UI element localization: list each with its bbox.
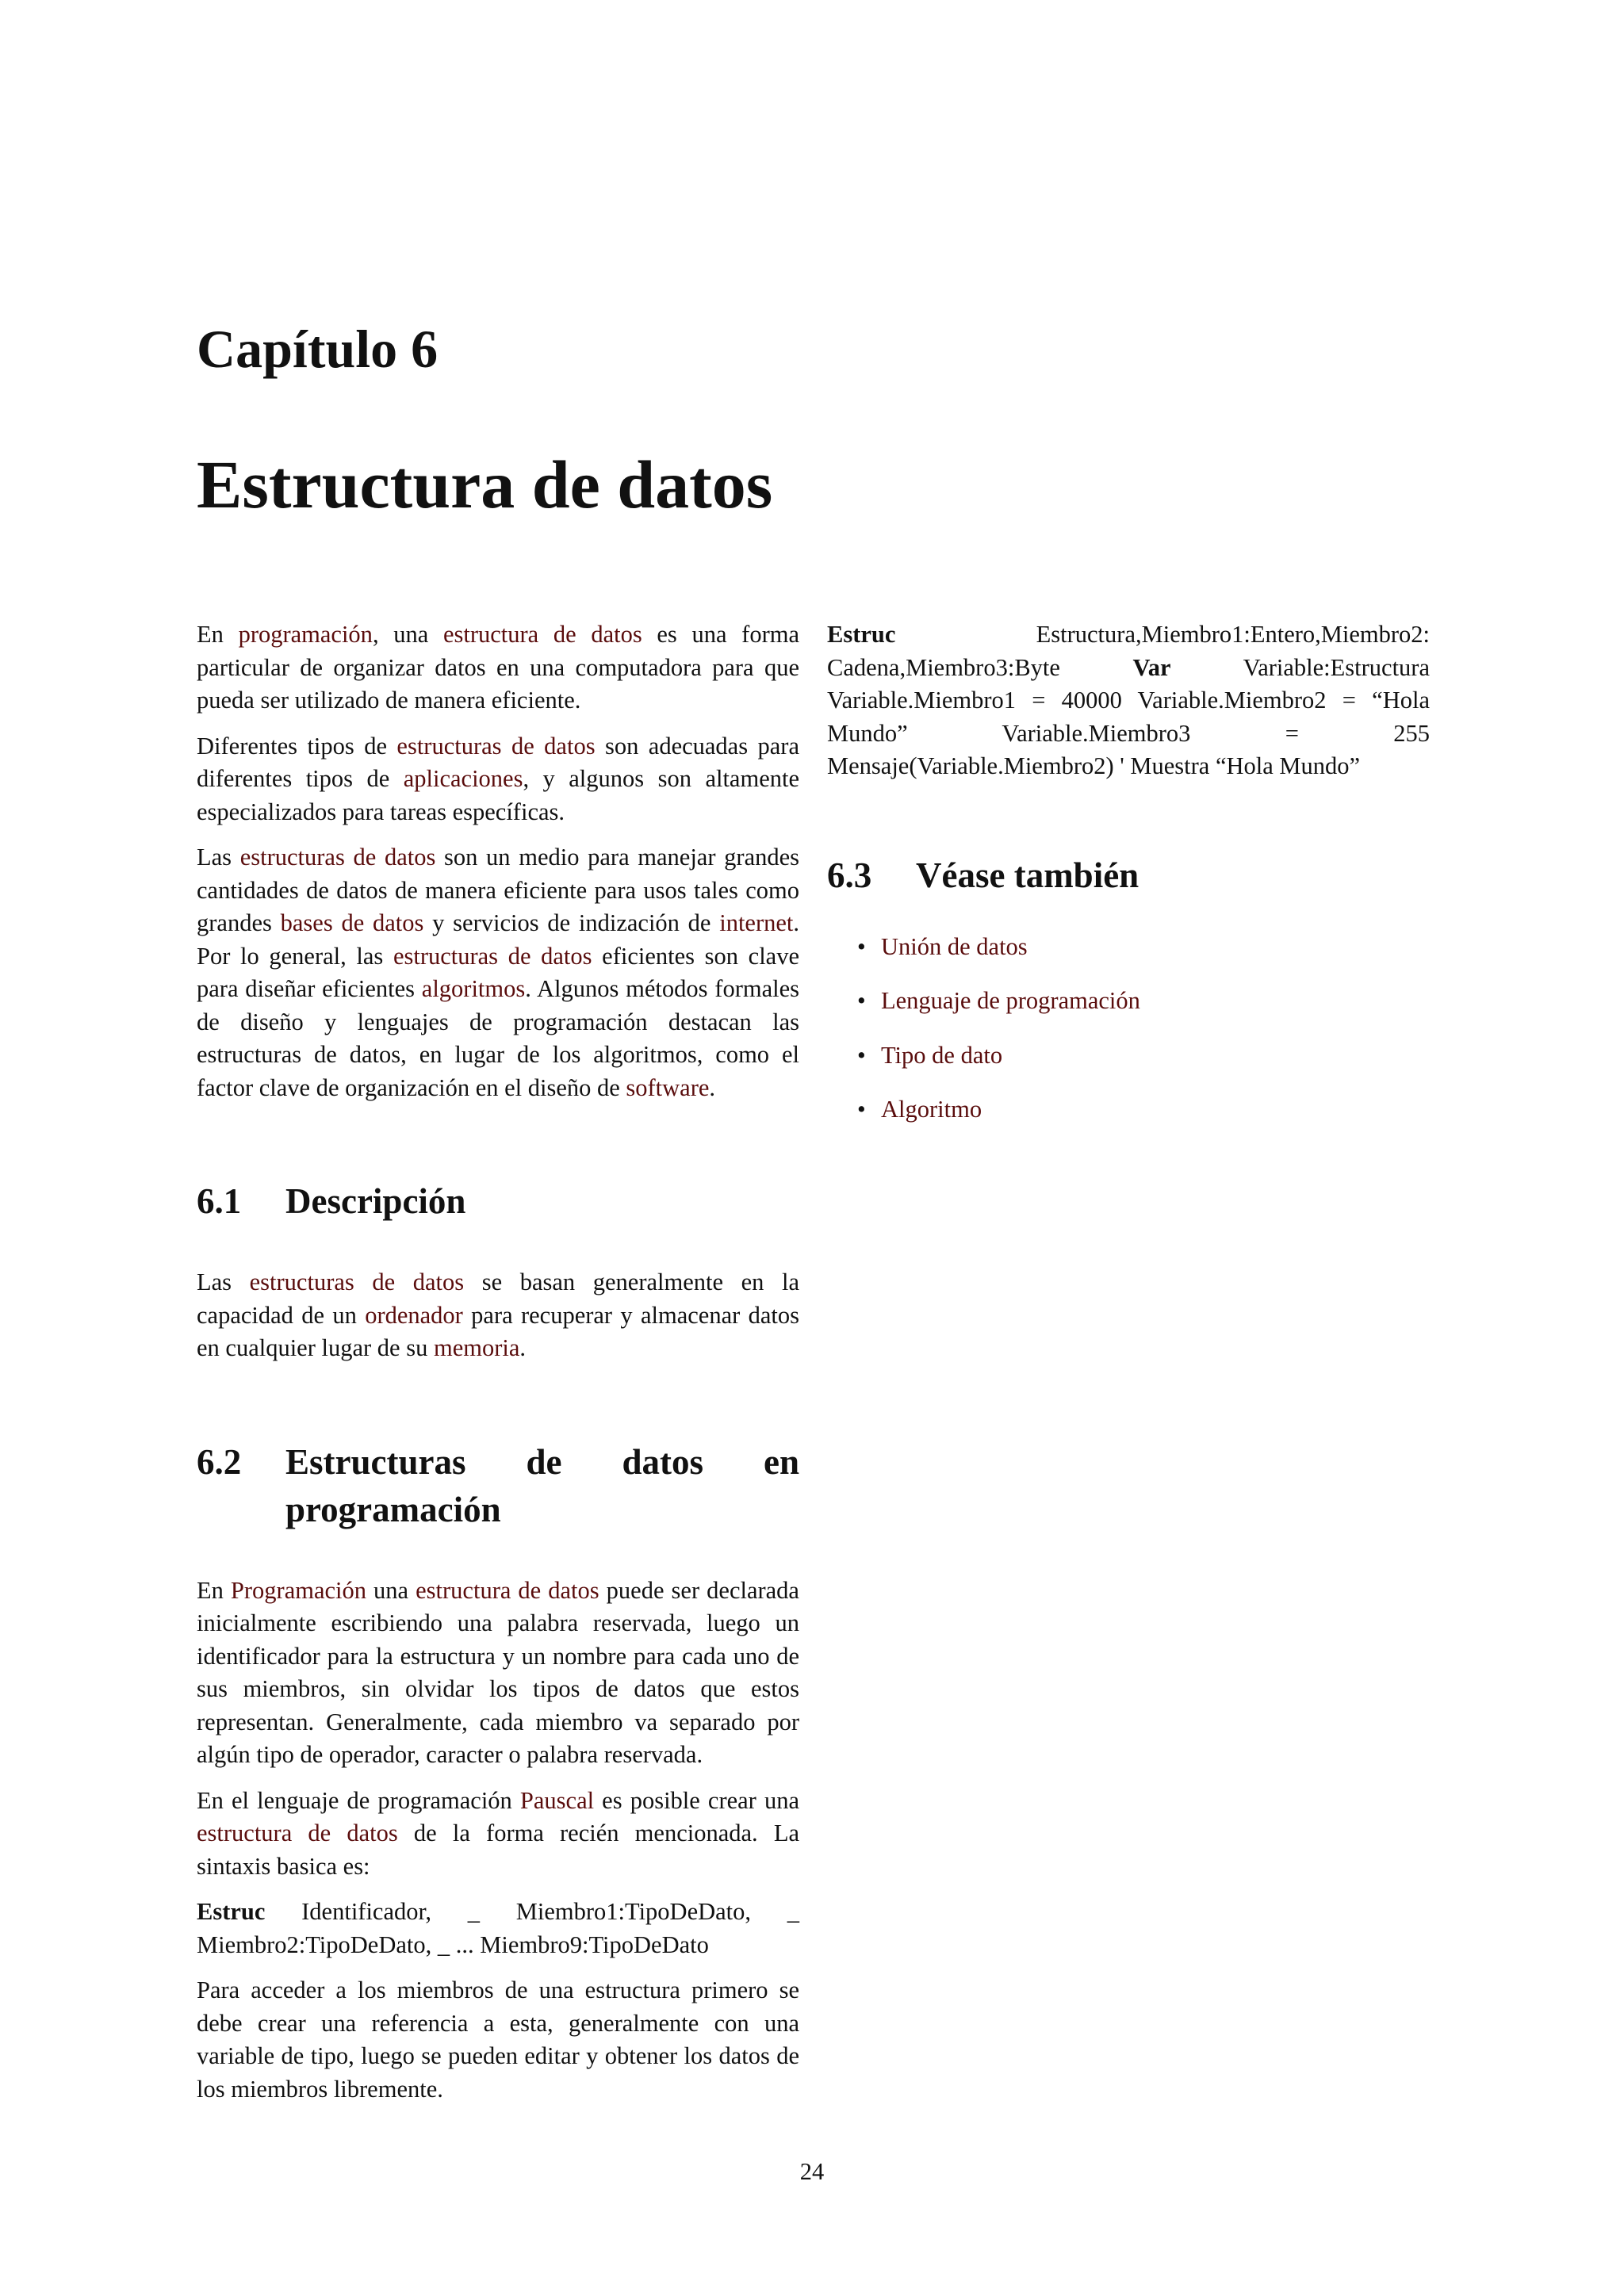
inline-link[interactable]: Programación xyxy=(230,1576,367,1604)
inline-link[interactable]: aplicaciones xyxy=(403,765,523,792)
programming-paragraph-3: Para acceder a los miembros de una estructura primero se debe crear una referencia a esta, generalmente con una variable de tipo, luego se pueden editar y obtener los datos de los miembros libremente. xyxy=(197,1976,799,2103)
see-also-link[interactable]: Unión de datos xyxy=(881,932,1028,960)
inline-link[interactable]: estructura de datos xyxy=(416,1576,599,1604)
inline-link[interactable]: estructuras de datos xyxy=(239,844,436,871)
inline-link[interactable]: internet xyxy=(719,909,794,936)
chapter-label: Capítulo 6 xyxy=(197,319,439,379)
section-heading-6-1 xyxy=(197,1177,799,1225)
right-column xyxy=(827,618,1430,1148)
keyword: Estruc xyxy=(197,1898,266,1925)
inline-link[interactable]: estructuras de datos xyxy=(393,942,592,970)
chapter-title: Estructura de datos xyxy=(197,446,773,522)
see-also-link[interactable]: Tipo de dato xyxy=(881,1041,1003,1069)
programming-paragraph-1: En Programación una estructura de datos puede ser declarada inicialmente escribiendo una palabra reservada, luego un identificador para la estructura y un nombre para cada uno de sus miembros, sin olvidar los tipos de datos que estos representan. Generalmente, cada miembro va separado por algún tipo de operador, caracter o palabra reservada. xyxy=(197,1576,799,1768)
section-number: 6.2 xyxy=(197,1441,242,1482)
section-title: Descripción xyxy=(285,1181,466,1221)
description-paragraph: Las estructuras de datos se basan generalmente en la capacidad de un ordenador para recuperar y almacenar datos en cualquier lugar de su memoria. xyxy=(197,1269,799,1361)
see-also-link[interactable]: Lenguaje de programación xyxy=(881,987,1140,1014)
bullet-icon: • xyxy=(857,1041,866,1069)
inline-link[interactable]: algoritmos xyxy=(421,975,526,1002)
see-also-item xyxy=(827,1039,1430,1073)
intro-paragraph-3: Las estructuras de datos son un medio para manejar grandes cantidades de datos de manera eficiente para usos tales como grandes bases de datos y servicios de indización de internet. Por lo general, las estructuras de datos eficientes son clave para diseñar eficientes algoritmos. Algunos métodos formales de diseño y lenguajes de programación destacan las estructuras de datos, en lugar de los algoritmos, como el factor clave de organización en el diseño de software. xyxy=(197,844,800,1101)
bullet-icon: • xyxy=(857,987,866,1014)
syntax-line: Estruc Identificador, _ Miembro1:TipoDeDato, _ Miembro2:TipoDeDato, _ ... Miembro9:TipoDeDato xyxy=(197,1898,799,1958)
left-column xyxy=(197,618,799,2118)
inline-link[interactable]: software xyxy=(626,1073,710,1101)
bullet-icon: • xyxy=(857,932,866,960)
section-title: Véase también xyxy=(916,855,1139,895)
inline-link[interactable]: programación xyxy=(238,621,373,648)
section-heading-6-3 xyxy=(827,851,1430,899)
intro-paragraph-1: En programación, una estructura de datos es una forma particular de organizar datos en una computadora para que pueda ser utilizado de manera eficiente. xyxy=(197,621,799,714)
see-also-item xyxy=(827,931,1430,964)
see-also-link[interactable]: Algoritmo xyxy=(881,1096,982,1123)
example-code: Estruc Estructura,Miembro1:Entero,Miembro2: Cadena,Miembro3:Byte Var Variable:Estructura Variable.Miembro1 = 40000 Variable.Miembro2 = “Hola Mundo” Variable.Miembro3 = 255 Mensaje(Variable.Miembro2) ' Muestra “Hola Mundo” xyxy=(827,621,1430,779)
section-heading-6-2 xyxy=(197,1438,799,1533)
inline-link[interactable]: estructuras de datos xyxy=(396,732,596,760)
keyword: Var xyxy=(1132,653,1171,681)
inline-link[interactable]: Pauscal xyxy=(519,1786,595,1814)
inline-link[interactable]: estructura de datos xyxy=(442,621,642,648)
inline-link[interactable]: memoria xyxy=(433,1334,520,1361)
bullet-icon: • xyxy=(857,1096,866,1123)
intro-paragraph-2: Diferentes tipos de estructuras de datos son adecuadas para diferentes tipos de aplicaciones, y algunos son altamente especializados para tareas específicas. xyxy=(197,732,800,825)
section-number: 6.1 xyxy=(197,1181,242,1221)
inline-link[interactable]: estructura de datos xyxy=(197,1820,398,1846)
programming-paragraph-2: En el lenguaje de programación Pauscal es posible crear una estructura de datos de la forma recién mencionada. La sintaxis basica es: xyxy=(197,1786,799,1880)
section-number: 6.3 xyxy=(827,855,872,895)
inline-link[interactable]: bases de datos xyxy=(280,909,424,936)
page-number: 24 xyxy=(799,2158,825,2185)
see-also-item xyxy=(827,1093,1430,1127)
see-also-list xyxy=(827,931,1430,1127)
inline-link[interactable]: estructuras de datos xyxy=(249,1269,465,1295)
inline-link[interactable]: ordenador xyxy=(365,1301,463,1329)
see-also-item xyxy=(827,985,1430,1018)
keyword: Estruc xyxy=(827,621,896,648)
section-title: Estructuras de datos en programación xyxy=(285,1441,799,1529)
